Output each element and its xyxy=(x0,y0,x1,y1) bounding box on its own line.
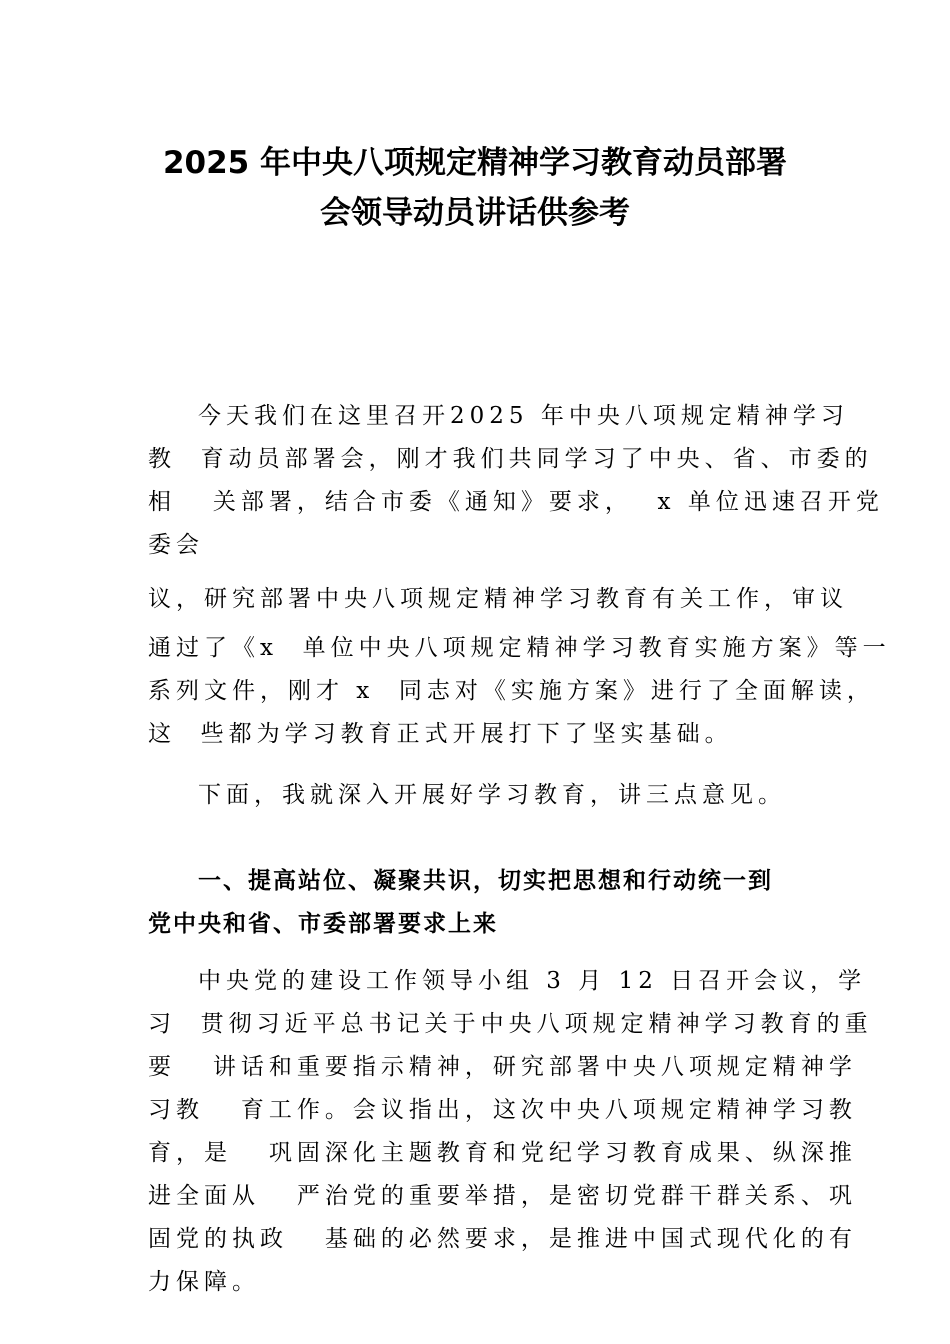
body-text-line: 固党的执政 基础的必然要求，是推进中国式现代化的有 xyxy=(148,1226,857,1252)
body-text-line: 中央党的建设工作领导小组 3 月 12 日召开会议，学 xyxy=(198,968,867,994)
body-text-line: 议，研究部署中央八项规定精神学习教育有关工作，审议 xyxy=(148,586,848,612)
body-text-line: 通过了《x 单位中央八项规定精神学习教育实施方案》等一 xyxy=(148,635,891,661)
body-text-line: 委会 xyxy=(148,532,204,558)
body-text-line: 育，是 巩固深化主题教育和党纪学习教育成果、纵深推 xyxy=(148,1140,857,1166)
section-heading-line: 党中央和省、市委部署要求上来 xyxy=(148,911,498,937)
body-text-line: 习 贯彻习近平总书记关于中央八项规定精神学习教育的重 xyxy=(148,1011,873,1037)
body-text-line: 习教 育工作。会议指出，这次中央八项规定精神学习教 xyxy=(148,1097,857,1123)
body-text-line: 进全面从 严治党的重要举措，是密切党群干群关系、巩 xyxy=(148,1183,857,1209)
body-text-line: 相 关部署，结合市委《通知》要求， x 单位迅速召开党 xyxy=(148,489,884,515)
body-text-line: 要 讲话和重要指示精神，研究部署中央八项规定精神学 xyxy=(148,1054,857,1080)
document-title-line-2: 会领导动员讲话供参考 xyxy=(320,195,630,231)
body-text-line: 力保障。 xyxy=(148,1269,260,1295)
body-text-line: 教 育动员部署会，刚才我们共同学习了中央、省、市委的 xyxy=(148,446,873,472)
body-text-line: 今天我们在这里召开2025 年中央八项规定精神学习 xyxy=(198,403,849,429)
body-text-line: 系列文件，刚才 x 同志对《实施方案》进行了全面解读， xyxy=(148,678,875,704)
body-text-line: 这 些都为学习教育正式开展打下了坚实基础。 xyxy=(148,721,733,747)
section-heading-line: 一、提高站位、凝聚共识，切实把思想和行动统一到 xyxy=(198,868,773,894)
body-text-line: 下面，我就深入开展好学习教育，讲三点意见。 xyxy=(198,782,786,808)
document-title-line-1: 2025 年中央八项规定精神学习教育动员部署 xyxy=(162,145,788,181)
